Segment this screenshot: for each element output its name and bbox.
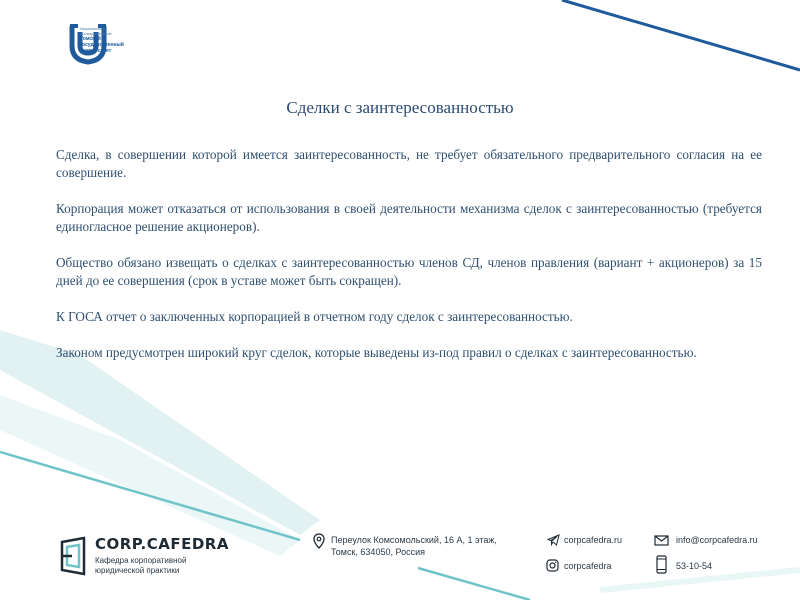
brand-name: CORP.CAFEDRA — [95, 535, 229, 553]
paragraph: Общество обязано извещать о сделках с заинтересованностью членов СД, членов правления (вариант + акционеров) за 15 дней до ее совершения (срок в уставе может быть сокращен). — [56, 255, 762, 288]
address-line2: Томск, 634050, Россия — [331, 547, 425, 557]
telegram-icon — [547, 534, 560, 546]
phone-number[interactable]: 53-10-54 — [676, 561, 713, 571]
university-name-line3: университет — [80, 48, 112, 54]
paragraph: Законом предусмотрен широкий круг сделок, которые выведены из-под правил о сделках с заинтересованностью. — [56, 345, 697, 360]
email-link[interactable]: info@corpcafedra.ru — [676, 535, 758, 545]
address-line1: Переулок Комсомольский, 16 А, 1 этаж, — [331, 535, 497, 545]
address — [331, 534, 497, 558]
paragraph: Сделка, в совершении которой имеется заинтересованность, не требует обязательного предварительного согласия на ее совершение. — [56, 147, 762, 180]
slide-title: Сделки с заинтересованностью — [286, 98, 514, 117]
brand-subtitle — [95, 556, 225, 576]
university-name-line1: Томский — [80, 36, 101, 42]
brand-subtitle-line1: Кафедра корпоративной — [95, 556, 187, 565]
location-pin-icon — [313, 533, 325, 549]
university-line2: исследовательский — [80, 31, 112, 36]
instagram-icon — [546, 559, 559, 572]
paragraph: Корпорация может отказаться от использования в своей деятельности механизма сделок с заинтересованностью (требуется единогласное решение акционеров). — [56, 201, 762, 234]
footer — [0, 520, 800, 600]
university-name-line2: государственный — [80, 42, 124, 48]
slide-body — [56, 146, 762, 380]
university-name — [80, 27, 150, 54]
website-link[interactable]: corpcafedra.ru — [564, 535, 623, 545]
brand-subtitle-line2: юридической практики — [95, 566, 180, 575]
corp-cafedra-logo — [58, 534, 88, 578]
instagram-handle[interactable]: corpcafedra — [564, 561, 612, 571]
university-line1: Национальный — [80, 27, 105, 31]
email-icon — [654, 535, 669, 546]
paragraph: К ГОСА отчет о заключенных корпорацией в отчетном году сделок с заинтересованностью. — [56, 309, 573, 324]
phone-icon — [656, 555, 667, 574]
